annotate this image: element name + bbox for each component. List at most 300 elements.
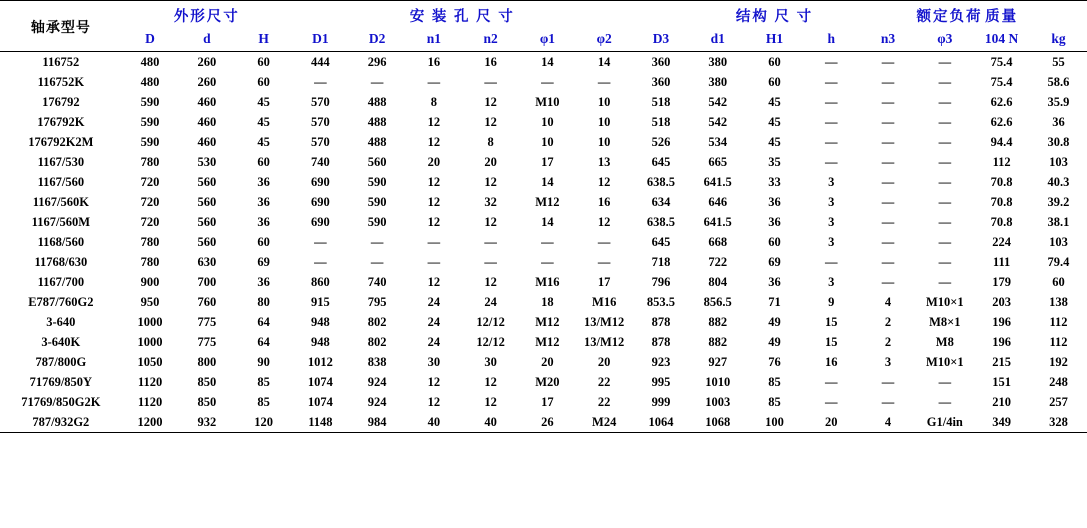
column-group-model: 轴承型号 [30, 20, 91, 36]
column-header-D: D [145, 31, 155, 46]
cell-value: 55 [1052, 54, 1065, 69]
cell-value: 70.8 [990, 174, 1013, 189]
cell-value: 780 [140, 254, 160, 269]
cell-value: — [314, 254, 327, 269]
cell-value: — [938, 214, 952, 229]
cell-value: 4 [884, 414, 892, 429]
cell-value: M20 [535, 374, 560, 389]
cell-value: 3 [828, 214, 835, 229]
cell-value: 36 [257, 274, 270, 289]
cell-value: 260 [197, 74, 217, 89]
cell-value: 60 [257, 234, 270, 249]
cell-value: 488 [367, 114, 387, 129]
cell-value: 800 [197, 354, 217, 369]
cell-value: 740 [310, 154, 330, 169]
column-header-H: H [258, 31, 269, 46]
cell-value: 460 [197, 94, 217, 109]
cell-value: 38.1 [1047, 214, 1070, 229]
cell-value: — [370, 254, 384, 269]
cell-value: 13 [597, 154, 611, 169]
cell-value: 12 [427, 134, 441, 149]
cell-value: 534 [708, 134, 728, 149]
cell-value: 984 [367, 414, 387, 429]
cell-value: 17 [541, 394, 554, 409]
cell-value: — [881, 154, 895, 169]
cell-value: 850 [197, 394, 217, 409]
cell-value: 112 [1049, 314, 1068, 329]
cell-value: 1074 [307, 374, 333, 389]
cell-value: 3 [828, 274, 835, 289]
column-group-rated-load: 额定负荷 [916, 9, 983, 25]
cell-model: 11768/630 [34, 254, 88, 269]
cell-value: 80 [257, 294, 270, 309]
cell-model: 1167/560 [37, 174, 85, 189]
cell-model: 1167/560K [32, 194, 89, 209]
cell-value: 12 [427, 194, 441, 209]
cell-value: 10 [597, 94, 611, 109]
cell-value: 70.8 [990, 194, 1013, 209]
cell-value: 12 [427, 214, 441, 229]
cell-value: 36 [257, 194, 270, 209]
cell-value: — [314, 234, 327, 249]
cell-value: 69 [768, 254, 781, 269]
cell-value: 924 [367, 394, 387, 409]
cell-value: — [881, 194, 895, 209]
cell-value: 856.5 [703, 294, 732, 309]
cell-value: 58.6 [1047, 74, 1070, 89]
cell-value: 30 [484, 354, 497, 369]
cell-value: 526 [651, 134, 671, 149]
cell-value: 560 [367, 154, 387, 169]
cell-value: 668 [708, 234, 728, 249]
cell-value: — [484, 74, 497, 89]
cell-value: — [824, 74, 838, 89]
cell-value: 12 [484, 394, 497, 409]
cell-value: 14 [541, 214, 554, 229]
table-row [0, 292, 1087, 312]
cell-value: — [824, 154, 838, 169]
column-header-h: h [827, 31, 835, 46]
cell-value: 630 [197, 254, 217, 269]
cell-value: 634 [651, 194, 671, 209]
cell-value: M24 [592, 414, 617, 429]
cell-value: 542 [708, 94, 728, 109]
cell-value: 112 [992, 154, 1011, 169]
cell-value: 12 [427, 274, 441, 289]
cell-value: 112 [1049, 334, 1068, 349]
cell-value: 14 [541, 54, 554, 69]
cell-value: 30 [427, 354, 441, 369]
table-row [0, 112, 1087, 132]
cell-value: 64 [257, 334, 270, 349]
cell-model: 3-640K [41, 334, 81, 349]
cell-value: 49 [768, 314, 781, 329]
sub-header-row [0, 29, 1087, 52]
column-header-H1: H1 [765, 31, 784, 46]
column-header-d1: d1 [710, 31, 725, 46]
cell-value: 16 [824, 354, 838, 369]
cell-value: 560 [197, 214, 217, 229]
cell-value: 3 [828, 194, 835, 209]
cell-value: 460 [197, 134, 217, 149]
cell-value: 69 [257, 254, 270, 269]
cell-value: 10 [597, 114, 611, 129]
column-header-n3: n3 [880, 31, 896, 46]
cell-value: 33 [768, 174, 781, 189]
cell-value: 590 [140, 94, 160, 109]
cell-value: 795 [367, 294, 387, 309]
cell-value: 71 [768, 294, 781, 309]
cell-value: — [824, 394, 838, 409]
cell-value: 70.8 [990, 214, 1013, 229]
table-row [0, 132, 1087, 152]
cell-value: 40.3 [1047, 174, 1070, 189]
cell-value: 40 [427, 414, 441, 429]
cell-value: 35 [768, 154, 781, 169]
cell-value: M16 [535, 274, 560, 289]
cell-value: M12 [535, 334, 560, 349]
cell-value: 570 [310, 134, 330, 149]
cell-value: 590 [367, 174, 387, 189]
cell-value: 1000 [137, 314, 163, 329]
cell-value: 590 [367, 214, 387, 229]
cell-value: — [881, 254, 895, 269]
column-group-mounting-hole: 安 装 孔 尺 寸 [409, 9, 515, 25]
table-header [0, 1, 1087, 52]
cell-value: — [824, 54, 838, 69]
cell-value: 257 [1049, 394, 1068, 409]
cell-value: — [824, 94, 838, 109]
cell-value: 645 [651, 154, 671, 169]
cell-value: 45 [257, 114, 270, 129]
cell-value: 192 [1049, 354, 1068, 369]
cell-value: 76 [768, 354, 781, 369]
cell-value: — [881, 174, 895, 189]
cell-model: 71769/850Y [29, 374, 93, 389]
cell-value: — [597, 234, 611, 249]
cell-value: 60 [257, 74, 270, 89]
cell-value: M12 [535, 194, 560, 209]
column-header-rated-load-unit: 104 N [984, 31, 1019, 46]
cell-value: 10 [597, 134, 611, 149]
cell-value: 90 [257, 354, 270, 369]
cell-value: 32 [484, 194, 497, 209]
cell-value: M8 [935, 334, 954, 349]
cell-value: 12 [597, 214, 611, 229]
table-row [0, 92, 1087, 112]
cell-model: 1167/560M [31, 214, 90, 229]
cell-value: 590 [140, 134, 160, 149]
cell-value: 30.8 [1047, 134, 1070, 149]
cell-value: 349 [992, 414, 1011, 429]
cell-value: 45 [768, 134, 781, 149]
cell-value: 740 [367, 274, 387, 289]
cell-value: — [938, 54, 952, 69]
cell-value: 12 [484, 174, 497, 189]
column-group-structure: 结构 尺 寸 [735, 9, 814, 25]
cell-value: — [541, 74, 554, 89]
cell-model: 1167/700 [37, 274, 85, 289]
cell-value: 16 [484, 54, 497, 69]
cell-value: — [881, 214, 895, 229]
cell-value: 15 [824, 314, 838, 329]
cell-value: 853.5 [646, 294, 675, 309]
table-body [0, 52, 1087, 433]
cell-value: 85 [768, 374, 781, 389]
cell-value: 36 [768, 274, 781, 289]
cell-value: 1003 [705, 394, 731, 409]
column-header-phi1: φ1 [539, 31, 555, 46]
table-row [0, 52, 1087, 73]
cell-value: M10×1 [926, 354, 964, 369]
cell-value: — [541, 234, 554, 249]
cell-value: 111 [992, 254, 1011, 269]
cell-value: 103 [1049, 154, 1068, 169]
cell-value: 12 [484, 114, 497, 129]
cell-value: 100 [765, 414, 784, 429]
cell-value: 12 [484, 374, 497, 389]
cell-value: 60 [768, 234, 781, 249]
cell-value: 570 [310, 114, 330, 129]
cell-value: 444 [310, 54, 330, 69]
cell-model: 1167/530 [37, 154, 85, 169]
cell-value: 179 [992, 274, 1011, 289]
table-row [0, 392, 1087, 412]
cell-value: 12 [484, 94, 497, 109]
cell-value: 8 [487, 134, 494, 149]
cell-value: — [881, 54, 895, 69]
cell-value: 720 [140, 194, 160, 209]
cell-value: 196 [992, 314, 1011, 329]
cell-value: 780 [140, 234, 160, 249]
cell-value: 60 [257, 154, 270, 169]
cell-value: 40 [484, 414, 497, 429]
cell-value: M10 [535, 94, 560, 109]
cell-value: — [881, 394, 895, 409]
column-header-phi2: φ2 [596, 31, 612, 46]
cell-value: 17 [597, 274, 611, 289]
cell-value: 12 [427, 114, 441, 129]
cell-value: — [938, 194, 952, 209]
cell-value: — [824, 374, 838, 389]
cell-value: — [881, 94, 895, 109]
table-row [0, 412, 1087, 433]
group-header-row [0, 1, 1087, 30]
cell-value: 950 [140, 294, 160, 309]
cell-value: 36 [257, 214, 270, 229]
cell-value: 85 [257, 394, 270, 409]
cell-value: 3 [828, 234, 835, 249]
cell-value: 20 [541, 354, 554, 369]
cell-value: 1000 [137, 334, 163, 349]
table-row [0, 272, 1087, 292]
cell-value: 518 [651, 114, 671, 129]
table-row [0, 212, 1087, 232]
cell-value: 12 [597, 174, 611, 189]
cell-value: — [881, 114, 895, 129]
cell-value: — [824, 114, 838, 129]
cell-value: 646 [708, 194, 728, 209]
cell-value: 1074 [307, 394, 333, 409]
cell-value: 12 [427, 174, 441, 189]
column-header-n2: n2 [483, 31, 498, 46]
cell-model: 176792K2M [28, 134, 94, 149]
cell-value: 103 [1049, 234, 1068, 249]
cell-value: 380 [708, 74, 728, 89]
cell-value: — [427, 254, 441, 269]
cell-value: M16 [592, 294, 617, 309]
cell-model: 71769/850G2K [21, 394, 101, 409]
cell-value: 196 [992, 334, 1011, 349]
cell-value: 878 [651, 334, 671, 349]
cell-value: M10×1 [926, 294, 964, 309]
cell-value: 16 [427, 54, 441, 69]
cell-value: 62.6 [990, 114, 1013, 129]
cell-value: 215 [992, 354, 1011, 369]
cell-value: 36 [768, 214, 781, 229]
cell-value: — [938, 94, 952, 109]
cell-value: — [881, 234, 895, 249]
cell-value: 718 [651, 254, 671, 269]
cell-value: 248 [1049, 374, 1068, 389]
cell-value: 203 [992, 294, 1011, 309]
cell-value: 20 [597, 354, 611, 369]
cell-model: 1168/560 [37, 234, 85, 249]
cell-value: 900 [140, 274, 160, 289]
cell-value: 3 [828, 174, 835, 189]
cell-value: 641.5 [703, 174, 732, 189]
column-group-outer-dimensions: 外形尺寸 [173, 9, 240, 25]
cell-value: 4 [884, 294, 892, 309]
cell-value: 12/12 [476, 314, 505, 329]
cell-value: 296 [367, 54, 387, 69]
cell-value: 224 [992, 234, 1011, 249]
cell-value: 1012 [307, 354, 333, 369]
cell-value: 45 [768, 114, 781, 129]
cell-value: 1010 [705, 374, 731, 389]
column-header-d: d [203, 31, 211, 46]
cell-value: 690 [310, 194, 330, 209]
column-header-D2: D2 [368, 31, 386, 46]
cell-value: 10 [541, 114, 554, 129]
cell-value: — [370, 234, 384, 249]
cell-value: 13/M12 [584, 334, 625, 349]
cell-value: 24 [427, 314, 441, 329]
cell-value: 1064 [648, 414, 674, 429]
cell-value: — [938, 374, 952, 389]
cell-value: — [938, 154, 952, 169]
cell-value: 1050 [137, 354, 163, 369]
cell-value: — [938, 74, 952, 89]
cell-value: 460 [197, 114, 217, 129]
cell-value: 488 [367, 94, 387, 109]
column-header-n1: n1 [426, 31, 442, 46]
cell-value: M12 [535, 314, 560, 329]
cell-value: 60 [1052, 274, 1065, 289]
cell-model: E787/760G2 [28, 294, 94, 309]
cell-value: 796 [651, 274, 671, 289]
cell-value: — [881, 74, 895, 89]
cell-value: 20 [484, 154, 497, 169]
cell-value: 85 [768, 394, 781, 409]
cell-value: 638.5 [646, 174, 675, 189]
table-row [0, 192, 1087, 212]
cell-value: 948 [310, 334, 330, 349]
cell-value: 560 [197, 174, 217, 189]
cell-value: 760 [197, 294, 217, 309]
cell-value: 45 [257, 94, 270, 109]
table-row [0, 332, 1087, 352]
cell-value: 775 [197, 314, 217, 329]
cell-value: 36 [768, 194, 781, 209]
cell-value: 151 [992, 374, 1011, 389]
cell-value: — [824, 254, 838, 269]
cell-value: 802 [367, 314, 387, 329]
cell-value: 62.6 [990, 94, 1013, 109]
cell-value: 722 [708, 254, 728, 269]
cell-value: — [881, 134, 895, 149]
cell-value: 24 [484, 294, 497, 309]
cell-value: 923 [651, 354, 671, 369]
cell-value: 488 [367, 134, 387, 149]
cell-value: 780 [140, 154, 160, 169]
cell-value: 260 [197, 54, 217, 69]
cell-value: — [938, 274, 952, 289]
cell-value: 3 [884, 354, 892, 369]
cell-model: 116752 [42, 54, 80, 69]
cell-value: — [881, 274, 895, 289]
cell-value: 60 [257, 54, 270, 69]
cell-model: 787/932G2 [32, 414, 90, 429]
cell-value: 75.4 [990, 54, 1013, 69]
cell-value: 878 [651, 314, 671, 329]
cell-value: 560 [197, 194, 217, 209]
cell-value: 17 [541, 154, 554, 169]
cell-value: 720 [140, 174, 160, 189]
cell-value: — [427, 74, 441, 89]
cell-value: 882 [708, 334, 728, 349]
cell-model: 176792 [42, 94, 80, 109]
cell-value: 927 [708, 354, 728, 369]
table-row [0, 172, 1087, 192]
cell-value: 35.9 [1047, 94, 1070, 109]
cell-value: 45 [768, 94, 781, 109]
cell-value: — [938, 134, 952, 149]
cell-value: 860 [310, 274, 330, 289]
cell-value: 138 [1049, 294, 1068, 309]
cell-value: 14 [597, 54, 611, 69]
column-header-D3: D3 [652, 31, 670, 46]
table-row [0, 232, 1087, 252]
table-row [0, 252, 1087, 272]
cell-value: 9 [828, 294, 835, 309]
cell-value: 804 [708, 274, 728, 289]
cell-value: 480 [140, 54, 160, 69]
cell-value: 590 [140, 114, 160, 129]
cell-value: 12 [427, 394, 441, 409]
cell-value: 94.4 [990, 134, 1013, 149]
cell-value: 60 [768, 54, 781, 69]
cell-value: 85 [257, 374, 270, 389]
cell-value: 560 [197, 234, 217, 249]
cell-value: 480 [140, 74, 160, 89]
cell-value: 360 [651, 54, 671, 69]
cell-value: 36 [257, 174, 270, 189]
cell-value: 45 [257, 134, 270, 149]
cell-model: 176792K [37, 114, 85, 129]
cell-value: 641.5 [703, 214, 732, 229]
table-row [0, 72, 1087, 92]
